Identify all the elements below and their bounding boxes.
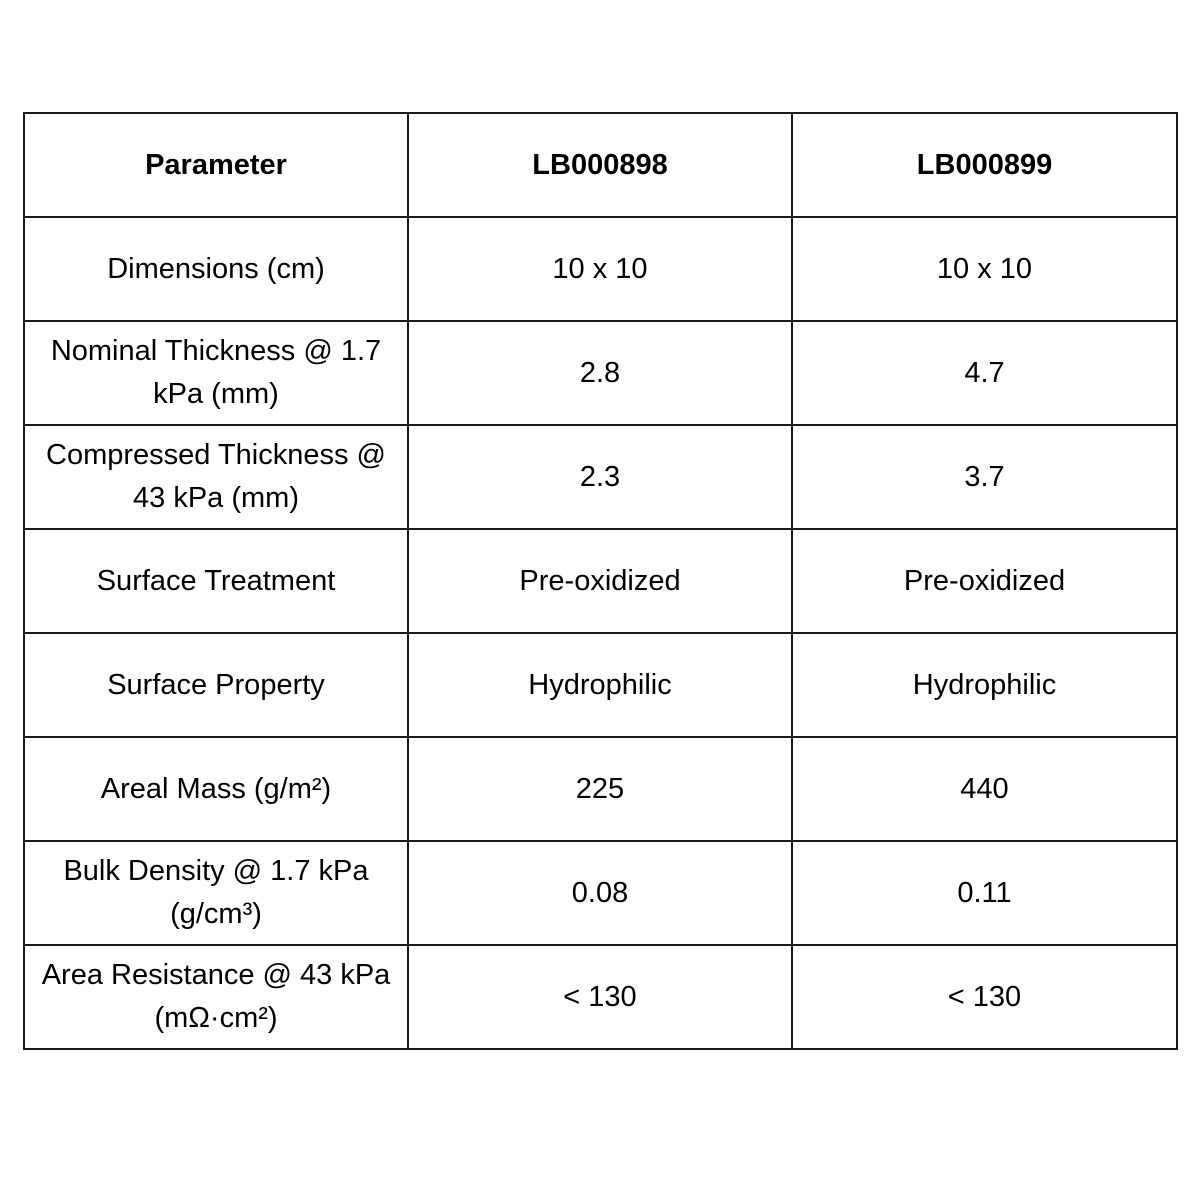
table-row xyxy=(24,321,1177,425)
header-lb000899: LB000899 xyxy=(792,113,1177,217)
parameter-cell: Bulk Density @ 1.7 kPa (g/cm³) xyxy=(24,841,408,945)
value-cell-lb000899: 0.11 xyxy=(792,841,1177,945)
parameter-cell: Surface Property xyxy=(24,633,408,737)
table-row xyxy=(24,529,1177,633)
value-cell-lb000899: 440 xyxy=(792,737,1177,841)
parameter-cell: Nominal Thickness @ 1.7 kPa (mm) xyxy=(24,321,408,425)
header-parameter: Parameter xyxy=(24,113,408,217)
value-cell-lb000898: Pre-oxidized xyxy=(408,529,792,633)
value-cell-lb000898: 225 xyxy=(408,737,792,841)
table-row xyxy=(24,737,1177,841)
parameter-cell: Areal Mass (g/m²) xyxy=(24,737,408,841)
parameter-cell: Compressed Thickness @ 43 kPa (mm) xyxy=(24,425,408,529)
value-cell-lb000898: < 130 xyxy=(408,945,792,1049)
value-cell-lb000898: 10 x 10 xyxy=(408,217,792,321)
value-cell-lb000898: Hydrophilic xyxy=(408,633,792,737)
parameter-cell: Surface Treatment xyxy=(24,529,408,633)
table-row xyxy=(24,217,1177,321)
value-cell-lb000899: Hydrophilic xyxy=(792,633,1177,737)
value-cell-lb000898: 0.08 xyxy=(408,841,792,945)
table-header-row xyxy=(24,113,1177,217)
header-lb000898: LB000898 xyxy=(408,113,792,217)
value-cell-lb000899: 4.7 xyxy=(792,321,1177,425)
value-cell-lb000899: 3.7 xyxy=(792,425,1177,529)
parameter-cell: Dimensions (cm) xyxy=(24,217,408,321)
parameter-cell: Area Resistance @ 43 kPa (mΩ·cm²) xyxy=(24,945,408,1049)
value-cell-lb000899: 10 x 10 xyxy=(792,217,1177,321)
value-cell-lb000898: 2.3 xyxy=(408,425,792,529)
value-cell-lb000899: Pre-oxidized xyxy=(792,529,1177,633)
spec-table xyxy=(23,112,1178,1050)
table-row xyxy=(24,945,1177,1049)
table-row xyxy=(24,633,1177,737)
value-cell-lb000899: < 130 xyxy=(792,945,1177,1049)
table-row xyxy=(24,425,1177,529)
value-cell-lb000898: 2.8 xyxy=(408,321,792,425)
table-row xyxy=(24,841,1177,945)
